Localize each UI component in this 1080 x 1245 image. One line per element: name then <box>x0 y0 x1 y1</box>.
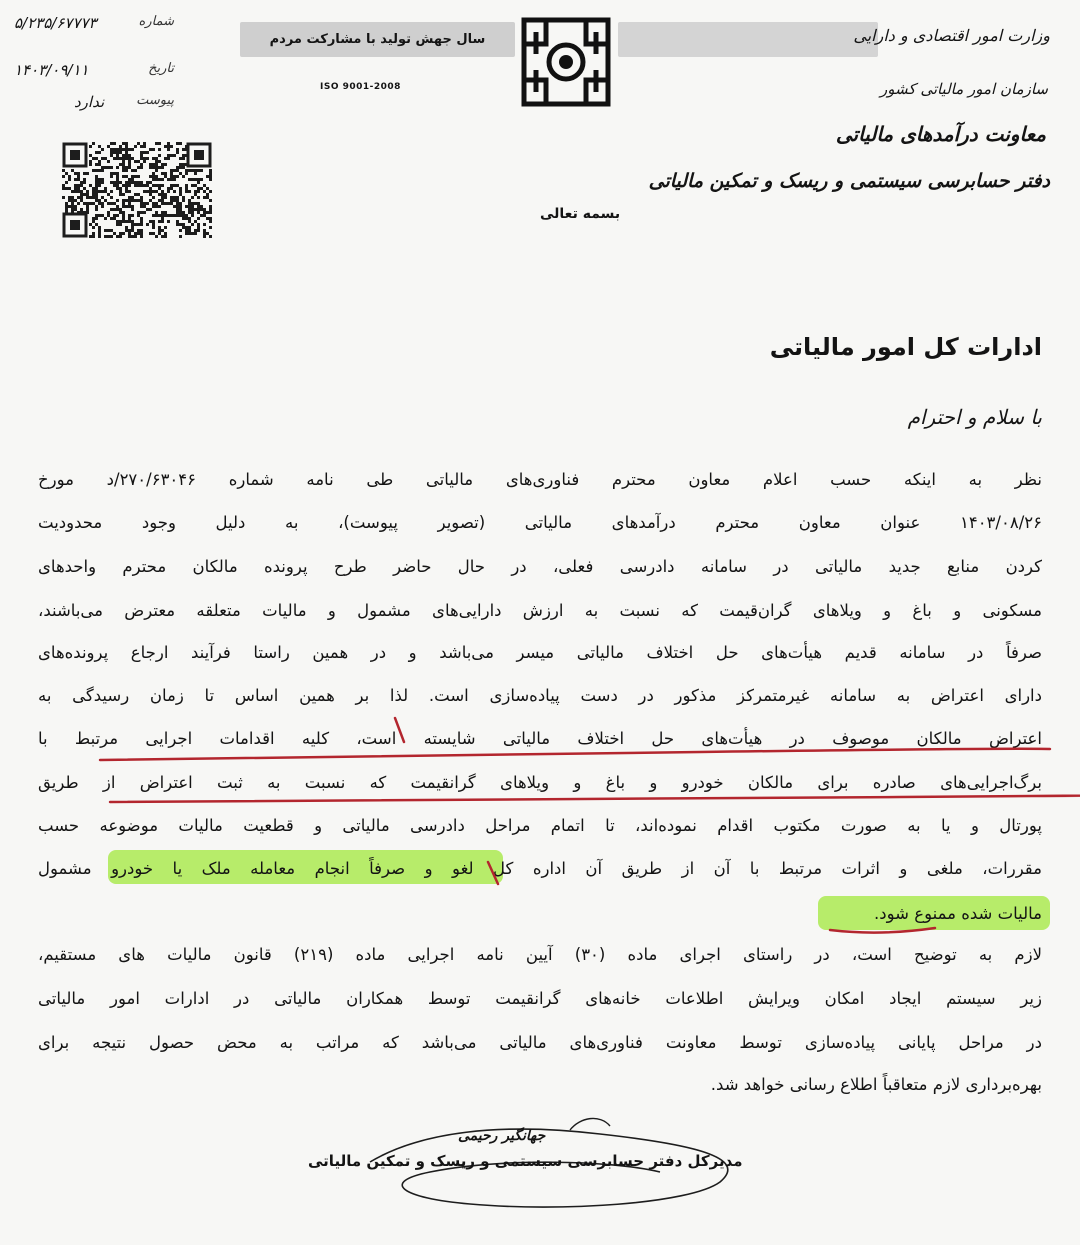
text-line: در مراحل پایانی پیاده‌سازی توسط معاونت فناوری‌های مالیاتی می‌باشد که مراتب به محض حصول نتیجه برای <box>38 1033 1042 1052</box>
organization-name: سازمان امور مالیاتی کشور <box>880 80 1048 98</box>
attachment-label: پیوست <box>136 93 174 108</box>
slash-mark <box>395 718 404 742</box>
text-line: دارای اعتراض به سامانه غیرمتمرکز مذکور در دست پیاده‌سازی است. لذا بر همین اساس تا زمان رسیدگی به <box>38 686 1042 705</box>
text-line: مسکونی و باغ و ویلاهای گران‌قیمت که نسبت به ارزش دارایی‌های مشمول و مالیات متعلقه معترض می‌باشند، <box>38 601 1042 620</box>
text-line: ۱۴۰۳/۰۸/۲۶ عنوان معاون محترم درآمدهای مالیاتی (تصویر پیوست)، به دلیل وجود محدودیت <box>38 513 1042 532</box>
text-line: مقررات، ملغی و اثرات مرتبط با آن از طریق آن اداره کل لغو و صرفاً انجام معامله ملک یا خودرو مشمول <box>38 859 1042 878</box>
text-line: نظر به اینکه حسب اعلام معاون محترم فناوری‌های مالیاتی طی نامه شماره ۲۷۰/۶۳۰۴۶/د مورخ <box>38 470 1042 489</box>
text-line: زیر سیستم ایجاد امکان ویرایش اطلاعات خانه‌های گرانقیمت توسط همکاران مالیاتی در ادارات امور مالیاتی <box>38 989 1042 1008</box>
signatory-title: مدیرکل دفتر حسابرسی سیستمی و ریسک و تمکین مالیاتی <box>308 1152 743 1170</box>
number-value: ۵/۲۳۵/۶۷۷۷۳ <box>14 14 97 32</box>
bismillah: بسمه تعالی <box>540 206 621 222</box>
slogan-text: سال جهش تولید با مشارکت مردم <box>269 32 486 47</box>
ministry-name: وزارت امور اقتصادی و دارایی <box>853 26 1050 45</box>
text-line: صرفاً در سامانه قدیم هیأت‌های حل اختلاف مالیاتی میسر می‌باشد و در همین راستا فرآیند ارجاع پرونده‌های <box>38 643 1042 662</box>
underline-mark <box>100 749 1050 760</box>
text-line: کردن منابع جدید مالیاتی در سامانه دادرسی فعلی، در حال حاضر طرح پرونده مالکان محترم واحدهای <box>38 557 1042 576</box>
text-line: برگ‌اجرایی‌های صادره برای مالکان خودرو و باغ و ویلاهای گرانقیمت که نسبت به ثبت اعتراض از طریق <box>38 773 1042 792</box>
text-line: بهره‌برداری لازم متعاقباً اطلاع رسانی خواهد شد. <box>710 1075 1042 1094</box>
date-value: ۱۴۰۳/۰۹/۱۱ <box>14 61 89 79</box>
underline-mark <box>830 928 935 933</box>
underline-mark <box>110 795 1080 802</box>
text-line: پورتال و یا به صورت مکتوب اقدام نموده‌اند، تا اتمام مراحل دادرسی مالیاتی و قطعیت مالیات موضوعه حسب <box>38 816 1042 835</box>
date-label: تاریخ <box>148 61 174 76</box>
office-name: دفتر حسابرسی سیستمی و ریسک و تمکین مالیاتی <box>648 170 1050 192</box>
deputy-name: معاونت درآمدهای مالیاتی <box>835 122 1046 146</box>
recipient-heading: ادارات کل امور مالیاتی <box>769 333 1042 361</box>
signatory-name: جهانگیر رحیمی <box>458 1128 546 1144</box>
iso-label: ISO 9001-2008 <box>320 82 401 92</box>
text-line: لازم به توضیح است، در راستای اجرای ماده (۳۰) آیین نامه اجرایی ماده (۲۱۹) قانون مالیات های مستقیم، <box>38 945 1042 964</box>
number-label: شماره <box>138 14 174 29</box>
attachment-value: ندارد <box>74 93 105 111</box>
text-line: اعتراض مالکان موصوف در هیأت‌های حل اختلاف مالیاتی شایسته است، کلیه اقدامات اجرایی مرتبط با <box>38 729 1042 748</box>
text-line: مالیات شده ممنوع شود. <box>874 904 1042 923</box>
slash-mark <box>488 862 498 884</box>
salutation: با سلام و احترام <box>907 405 1042 429</box>
